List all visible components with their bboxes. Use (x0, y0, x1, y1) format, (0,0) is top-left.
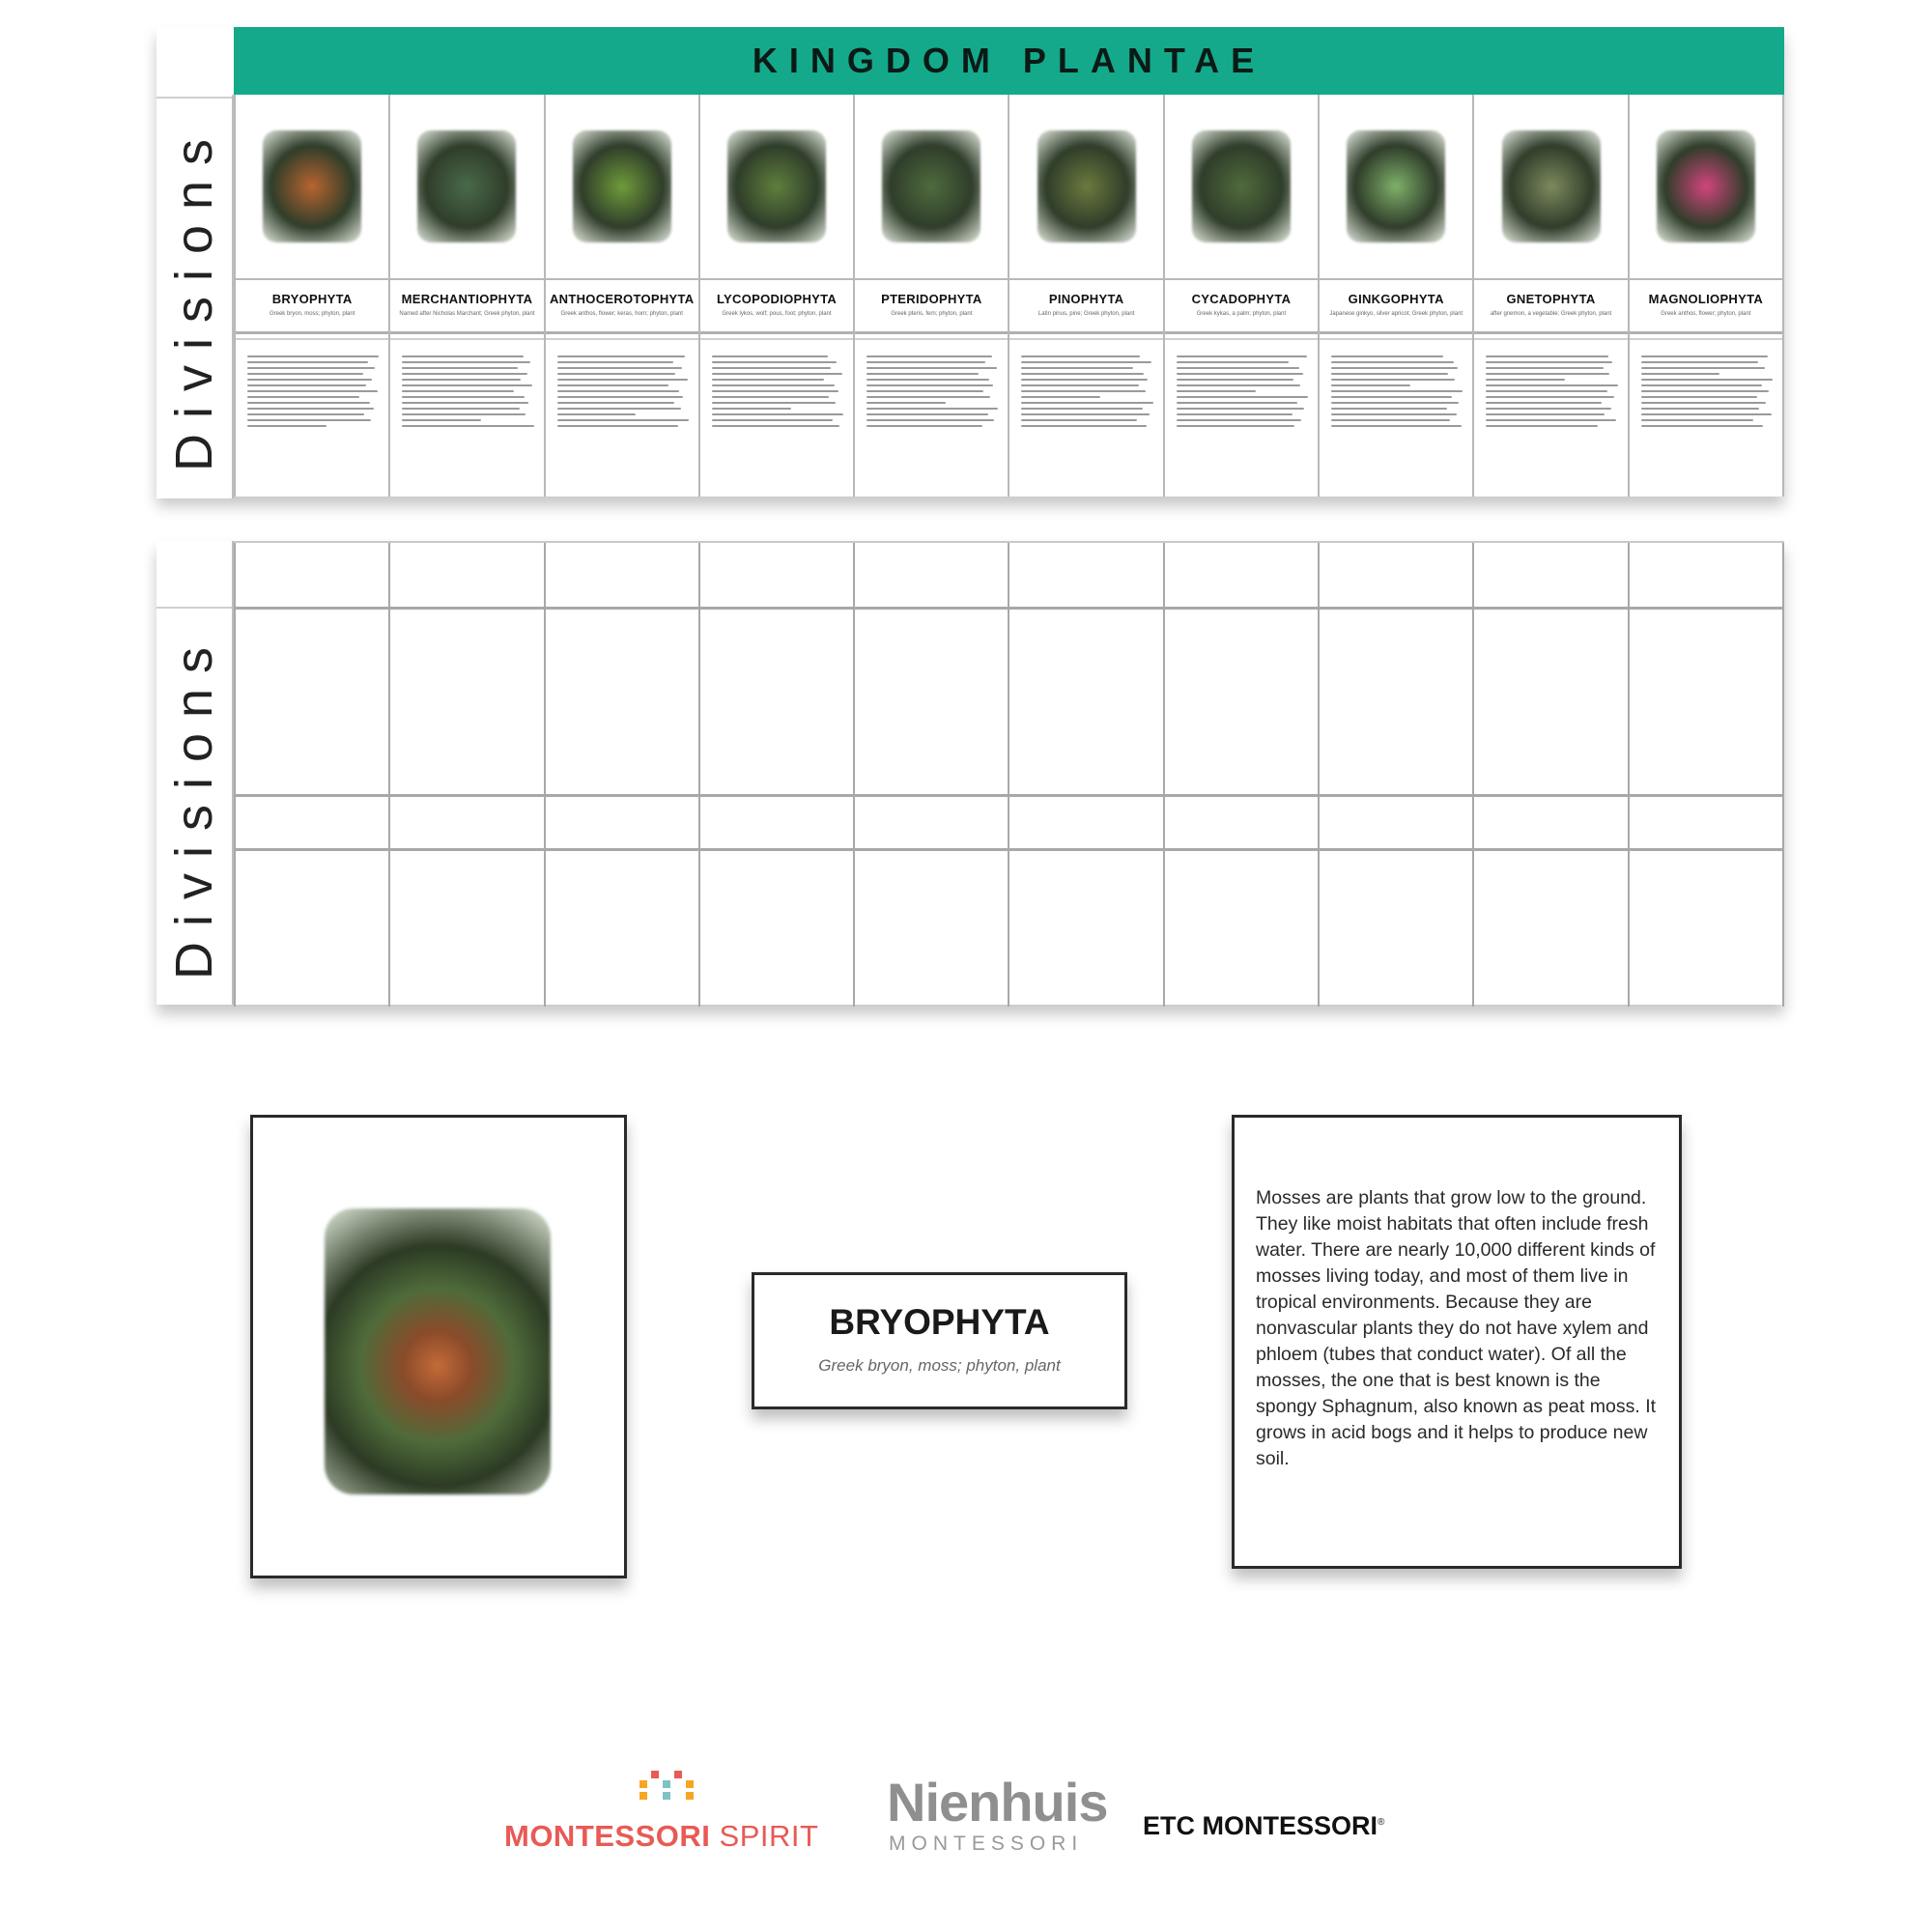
text-line (1486, 367, 1603, 369)
text-line (1486, 419, 1616, 421)
division-photo (882, 130, 980, 242)
text-line (1331, 396, 1452, 398)
definition-card[interactable] (1232, 1115, 1682, 1569)
nienhuis-logo[interactable]: Nienhuis (887, 1772, 1108, 1833)
text-line (1177, 419, 1301, 421)
division-etymology: Japanese ginkyo, silver apricot; Greek phyton, plant (1329, 311, 1463, 317)
text-line (247, 367, 375, 369)
text-line (712, 367, 831, 369)
text-line (867, 402, 946, 404)
division-description-cell (1474, 338, 1627, 497)
text-line (557, 408, 681, 410)
text-line (1177, 379, 1293, 381)
division-column (1163, 95, 1318, 497)
text-line (867, 355, 991, 357)
blank-side-tab (156, 541, 234, 1005)
text-line (1641, 379, 1773, 381)
text-line (867, 367, 997, 369)
text-line (1177, 408, 1304, 410)
nienhuis-logo-subtitle: MONTESSORI (889, 1833, 1084, 1855)
text-line (1177, 425, 1295, 427)
division-description-cell (700, 338, 853, 497)
division-image-cell (1630, 95, 1782, 280)
text-line (557, 384, 669, 386)
text-line (1641, 419, 1753, 421)
division-description-cell (1165, 338, 1318, 497)
text-line (247, 425, 327, 427)
text-line (557, 361, 673, 363)
text-line (712, 379, 824, 381)
division-description-cell (390, 338, 543, 497)
division-etymology: Latin pinus, pine; Greek phyton, plant (1037, 311, 1135, 317)
text-line (867, 396, 990, 398)
blank-column[interactable] (1163, 543, 1318, 1007)
division-name-cell (1320, 280, 1472, 334)
text-line (402, 419, 481, 421)
text-line (1486, 425, 1598, 427)
text-line (1331, 413, 1456, 415)
text-line (247, 390, 378, 392)
text-line (1486, 384, 1617, 386)
text-line (1641, 390, 1769, 392)
division-etymology: Greek anthos, flower; phyton, plant (1661, 311, 1751, 317)
text-line (1331, 367, 1458, 369)
division-image-cell (700, 95, 853, 280)
text-line (712, 419, 833, 421)
definition-text: Mosses are plants that grow low to the ground. They like moist habitats that often include fresh water. There are nearly 10,000 different kinds of mosses living today, and most of them live in tropical environments. Because they are nonvascular plants they do not have xylem and phloem (tubes that conduct water). Of all the mosses, the one that is best known is the spongy Sphagnum, also known as peat moss. It grows in acid bogs and it helps to produce new soil. (1256, 1187, 1657, 1469)
text-line (247, 384, 366, 386)
text-line (402, 379, 521, 381)
text-line (1177, 355, 1307, 357)
division-photo (573, 130, 671, 242)
text-line (402, 408, 519, 410)
text-line (557, 379, 688, 381)
text-line (1331, 425, 1462, 427)
text-line (247, 402, 370, 404)
division-etymology: Greek bryon, moss; phyton, plant (269, 311, 355, 317)
division-name-cell (1009, 280, 1162, 334)
text-line (1486, 355, 1608, 357)
division-image-cell (1320, 95, 1472, 280)
blank-column[interactable] (1472, 543, 1627, 1007)
division-photo (1502, 130, 1601, 242)
text-line (1021, 419, 1137, 421)
text-line (1331, 373, 1448, 375)
text-line (1331, 419, 1450, 421)
text-line (712, 361, 837, 363)
division-name: CYCADOPHYTA (1191, 292, 1292, 306)
text-line (247, 396, 359, 398)
text-line (557, 367, 682, 369)
division-photo (417, 130, 516, 242)
text-line (402, 390, 514, 392)
blank-column[interactable] (853, 543, 1008, 1007)
text-line (712, 384, 835, 386)
division-column (698, 95, 853, 497)
text-line (867, 419, 994, 421)
division-image-cell (1474, 95, 1627, 280)
blank-column[interactable] (1318, 543, 1472, 1007)
text-line (867, 361, 985, 363)
text-line (1486, 413, 1605, 415)
text-line (1021, 355, 1140, 357)
blank-column[interactable] (388, 543, 543, 1007)
text-line (1641, 384, 1762, 386)
text-line (712, 413, 843, 415)
division-description-cell (855, 338, 1008, 497)
text-line (1641, 413, 1772, 415)
text-line (1331, 408, 1447, 410)
text-line (247, 373, 363, 375)
division-name: GINKGOPHYTA (1348, 292, 1444, 306)
blank-column[interactable] (698, 543, 853, 1007)
text-line (557, 373, 676, 375)
division-name-cell (1474, 280, 1627, 334)
division-description-cell (1009, 338, 1162, 497)
text-line (712, 402, 836, 404)
text-line (1177, 413, 1293, 415)
blank-row-divider (234, 848, 1784, 851)
division-etymology: Named after Nicholas Marchant; Greek phyton, plant (399, 311, 535, 317)
division-image-cell (390, 95, 543, 280)
text-line (1021, 367, 1133, 369)
text-line (1486, 402, 1602, 404)
text-line (402, 367, 518, 369)
division-name: ANTHOCEROTOPHYTA (549, 292, 695, 306)
division-photo (1657, 130, 1755, 242)
division-column (1008, 95, 1162, 497)
blank-column[interactable] (1008, 543, 1162, 1007)
division-description-cell (1320, 338, 1472, 497)
division-name: MERCHANTIOPHYTA (401, 292, 533, 306)
division-column (1472, 95, 1627, 497)
text-line (1021, 413, 1149, 415)
etc-montessori-logo[interactable]: ETC MONTESSORI® (1143, 1811, 1385, 1840)
text-line (867, 390, 983, 392)
division-etymology: Greek anthos, flower; keras, horn; phyton, plant (560, 311, 683, 317)
division-photo (1037, 130, 1136, 242)
text-line (1021, 390, 1145, 392)
division-description-cell (1630, 338, 1782, 497)
division-description-cell (236, 338, 388, 497)
text-line (712, 425, 839, 427)
divisions-label: Divisions (165, 123, 223, 472)
kingdom-plantae-chart (156, 27, 1784, 497)
text-line (867, 413, 987, 415)
division-name: MAGNOLIOPHYTA (1648, 292, 1764, 306)
text-line (1486, 379, 1565, 381)
division-column (853, 95, 1008, 497)
division-etymology: after gnemon, a vegetable; Greek phyton, plant (1490, 311, 1612, 317)
text-line (247, 355, 379, 357)
division-name: LYCOPODIOPHYTA (716, 292, 838, 306)
text-line (402, 355, 523, 357)
text-line (247, 379, 372, 381)
division-column (388, 95, 543, 497)
text-line (557, 402, 674, 404)
division-name-cell (700, 280, 853, 334)
text-line (402, 425, 533, 427)
text-line (1331, 355, 1443, 357)
text-line (1331, 361, 1454, 363)
text-line (1331, 402, 1459, 404)
text-line (247, 361, 368, 363)
text-line (557, 419, 689, 421)
blank-divisions-label: Divisions (165, 631, 223, 980)
text-line (1486, 373, 1609, 375)
blank-control-chart (156, 541, 1784, 1005)
division-photo (1347, 130, 1445, 242)
text-line (1641, 402, 1766, 404)
text-line (1641, 425, 1764, 427)
division-photo (1192, 130, 1291, 242)
montessori-spirit-logo-mark (639, 1771, 701, 1818)
text-line (1331, 379, 1455, 381)
division-description-cell (546, 338, 698, 497)
text-line (1021, 408, 1142, 410)
text-line (557, 413, 637, 415)
text-line (247, 408, 374, 410)
text-line (867, 408, 998, 410)
chart-side-tab (156, 95, 234, 498)
label-card-name: BRYOPHYTA (829, 1302, 1050, 1342)
text-line (1331, 384, 1410, 386)
blank-column[interactable] (234, 543, 388, 1007)
text-line (557, 355, 685, 357)
division-name-cell (1165, 280, 1318, 334)
blank-column[interactable] (544, 543, 698, 1007)
text-line (1331, 390, 1463, 392)
division-column (234, 95, 388, 497)
text-line (557, 396, 684, 398)
division-column (1318, 95, 1472, 497)
text-line (867, 425, 982, 427)
text-line (1486, 361, 1612, 363)
division-etymology: Greek lykos, wolf; pous, foot; phyton, plant (722, 311, 832, 317)
blank-row-divider (234, 607, 1784, 610)
text-line (1177, 396, 1308, 398)
text-line (1021, 425, 1146, 427)
text-line (402, 384, 532, 386)
text-line (1021, 361, 1151, 363)
division-image-cell (855, 95, 1008, 280)
division-etymology: Greek kykas, a palm; phyton, plant (1196, 311, 1287, 317)
text-line (1486, 396, 1613, 398)
division-name: BRYOPHYTA (271, 292, 353, 306)
text-line (1641, 361, 1758, 363)
text-line (247, 419, 371, 421)
division-photo (727, 130, 826, 242)
text-line (1021, 396, 1100, 398)
blank-columns (234, 541, 1784, 1007)
text-line (1641, 367, 1765, 369)
division-image-cell (1165, 95, 1318, 280)
text-line (402, 402, 528, 404)
text-line (867, 384, 993, 386)
division-column (544, 95, 698, 497)
division-name-cell (236, 280, 388, 334)
division-image-cell (236, 95, 388, 280)
text-line (1177, 390, 1256, 392)
division-image-cell (1009, 95, 1162, 280)
picture-card[interactable] (250, 1115, 627, 1578)
division-name: PTERIDOPHYTA (881, 292, 982, 306)
blank-row-divider (234, 794, 1784, 797)
text-line (1177, 384, 1300, 386)
blank-column[interactable] (1628, 543, 1784, 1007)
text-line (712, 355, 828, 357)
text-line (1177, 402, 1297, 404)
text-line (402, 413, 526, 415)
text-line (1641, 373, 1720, 375)
text-line (247, 413, 364, 415)
text-line (1177, 361, 1289, 363)
text-line (712, 390, 838, 392)
division-name-cell (390, 280, 543, 334)
text-line (867, 373, 979, 375)
text-line (1021, 379, 1148, 381)
division-name: PINOPHYTA (1048, 292, 1124, 306)
division-name-cell (1630, 280, 1782, 334)
division-column (1628, 95, 1784, 497)
text-line (1021, 373, 1144, 375)
text-line (1021, 402, 1152, 404)
division-name: GNETOPHYTA (1506, 292, 1596, 306)
kingdom-banner (234, 27, 1784, 95)
text-line (712, 396, 829, 398)
bryophyta-photo (325, 1208, 551, 1494)
division-etymology: Greek pteris, fern; phyton, plant (891, 311, 973, 317)
text-line (1021, 384, 1138, 386)
division-photo (263, 130, 361, 242)
banner-title: KINGDOM PLANTAE (752, 41, 1266, 80)
division-image-cell (546, 95, 698, 280)
text-line (867, 379, 989, 381)
division-columns (234, 95, 1784, 497)
text-line (1641, 408, 1760, 410)
text-line (1486, 390, 1606, 392)
division-name-cell (546, 280, 698, 334)
text-line (712, 408, 791, 410)
text-line (1486, 408, 1610, 410)
text-line (402, 373, 526, 375)
text-line (557, 425, 678, 427)
text-line (557, 390, 680, 392)
text-line (1641, 396, 1757, 398)
label-card-etymology: Greek bryon, moss; phyton, plant (818, 1356, 1061, 1375)
label-card[interactable] (752, 1272, 1127, 1409)
montessori-spirit-logo-text[interactable]: MONTESSORI SPIRIT (504, 1819, 819, 1853)
text-line (712, 373, 842, 375)
text-line (402, 396, 525, 398)
division-name-cell (855, 280, 1008, 334)
text-line (402, 361, 529, 363)
text-line (1177, 367, 1299, 369)
text-line (1177, 373, 1303, 375)
text-line (1641, 355, 1768, 357)
